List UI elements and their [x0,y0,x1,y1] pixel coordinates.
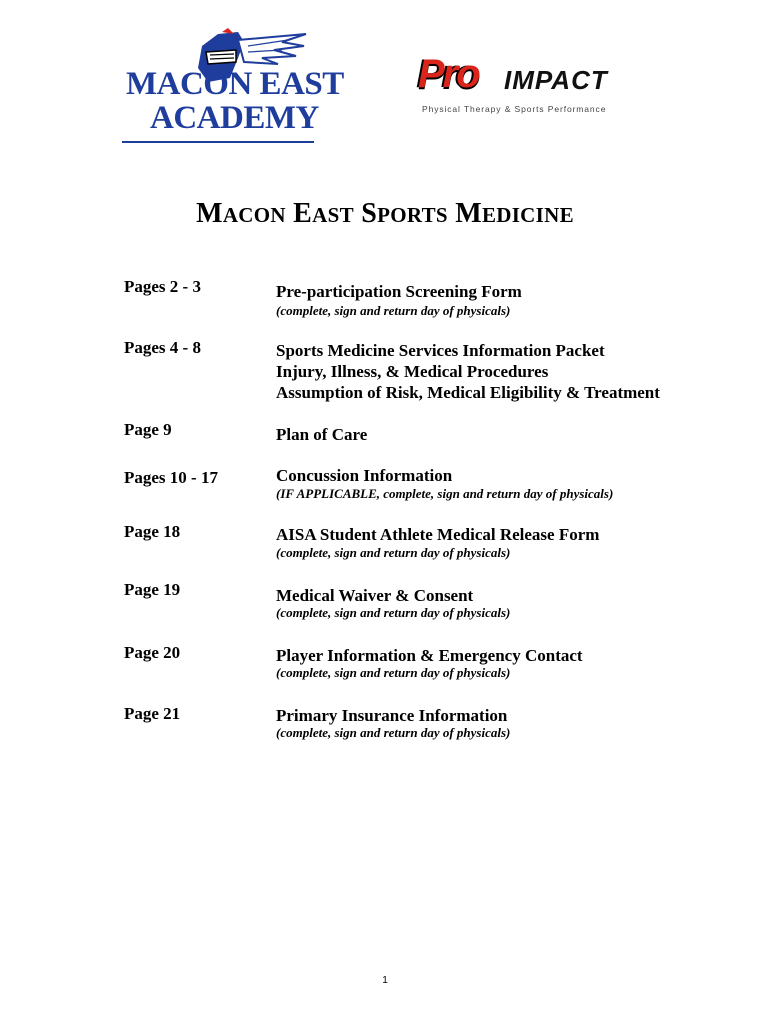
page-range: Page 20 [124,643,181,662]
instruction-note: (complete, sign and return day of physicals) [276,665,511,680]
instruction-note: (complete, sign and return day of physicals) [276,725,511,740]
document-title: Player Information & Emergency Contact [276,646,583,665]
page-range: Pages 10 - 17 [124,468,218,487]
title-cap: M [196,198,223,229]
page-number: 1 [382,975,388,986]
document-title: Injury, Illness, & Medical Procedures [276,362,549,381]
document-title: Concussion Information [276,466,453,485]
title-cap: E [293,198,313,229]
proimpact-logo-impact: IMPACT [504,65,608,95]
title-rest: ACON [222,203,286,227]
instruction-note: (complete, sign and return day of physicals) [276,303,511,318]
school-name-line2: ACADEMY [150,100,319,136]
logo-underline [122,141,314,143]
title-cap: S [361,198,378,229]
instruction-note: (IF APPLICABLE, complete, sign and return day of physicals) [276,486,614,501]
page-range: Page 19 [124,580,181,599]
page-range: Page 9 [124,420,172,439]
title-cap: M [455,198,482,229]
title-rest: AST [312,203,354,227]
instruction-note: (complete, sign and return day of physicals) [276,545,511,560]
document-title: Sports Medicine Services Information Packet [276,341,605,360]
document-title: Pre-participation Screening Form [276,282,522,301]
document-title: Medical Waiver & Consent [276,586,474,605]
page-range: Page 18 [124,522,181,541]
document-title: Primary Insurance Information [276,706,508,725]
page-range: Pages 2 - 3 [124,277,201,296]
document-title: Assumption of Risk, Medical Eligibility & Treatment [276,383,660,402]
document-title: Plan of Care [276,425,368,444]
proimpact-logo [400,52,640,122]
proimpact-tagline: Physical Therapy & Sports Performance [422,104,607,114]
page-title [0,198,770,230]
title-rest: EDICINE [481,203,574,227]
school-name-line1: MACON EAST [126,66,344,102]
instruction-note: (complete, sign and return day of physicals) [276,605,511,620]
page-range: Pages 4 - 8 [124,338,201,357]
title-rest: PORTS [377,203,448,227]
page-range: Page 21 [124,704,181,723]
document-title: AISA Student Athlete Medical Release Form [276,525,600,544]
macon-east-academy-logo [122,28,344,148]
proimpact-logo-pro: Pro [418,52,479,96]
